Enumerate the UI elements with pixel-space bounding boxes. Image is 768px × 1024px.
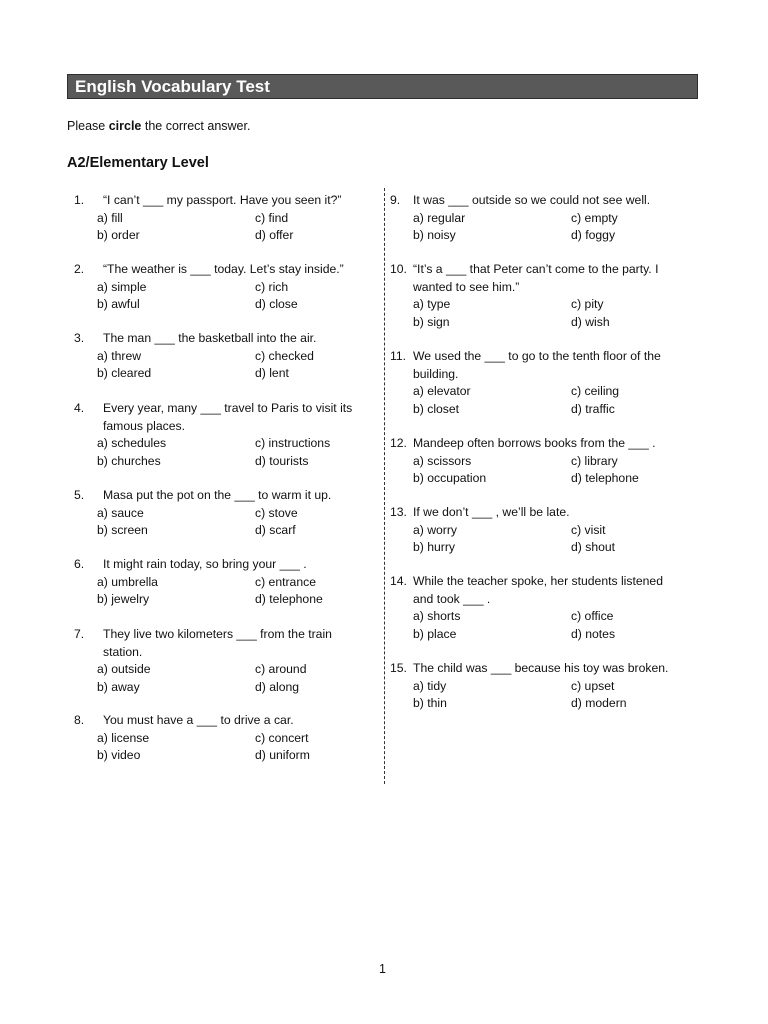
question-stem: “The weather is ___ today. Let’s stay inside.” bbox=[103, 262, 344, 276]
question-stem: We used the ___ to go to the tenth floor of the bbox=[413, 349, 661, 363]
test-title: English Vocabulary Test bbox=[75, 77, 270, 96]
option-c[interactable]: c) instructions bbox=[255, 436, 331, 450]
option-c[interactable]: c) ceiling bbox=[571, 384, 620, 398]
question-stem: wanted to see him.” bbox=[413, 279, 520, 294]
level-heading: A2/Elementary Level bbox=[67, 155, 209, 171]
option-d[interactable]: d) close bbox=[255, 297, 298, 311]
option-d[interactable]: d) tourists bbox=[255, 453, 309, 468]
question-stem: “I can’t ___ my passport. Have you seen it?” bbox=[103, 193, 342, 207]
option-c[interactable]: c) pity bbox=[571, 297, 604, 311]
question-number: 4. bbox=[74, 401, 85, 415]
option-c[interactable]: c) find bbox=[255, 210, 289, 225]
question-number: 2. bbox=[74, 262, 85, 276]
question-number: 7. bbox=[74, 627, 85, 641]
question-stem: building. bbox=[413, 366, 459, 381]
option-b[interactable]: b) awful bbox=[97, 297, 140, 311]
option-d[interactable]: d) telephone bbox=[571, 471, 639, 485]
option-a[interactable]: a) simple bbox=[97, 279, 147, 294]
option-d[interactable]: d) scarf bbox=[255, 523, 296, 537]
option-c[interactable]: c) around bbox=[255, 662, 307, 676]
question-number: 14. bbox=[390, 574, 407, 588]
option-b[interactable]: b) thin bbox=[413, 696, 447, 710]
instruction-pre: Please bbox=[67, 119, 109, 133]
instruction-bold-word: circle bbox=[108, 119, 142, 133]
question-stem: The man ___ the basketball into the air. bbox=[103, 331, 317, 345]
option-b[interactable]: b) place bbox=[413, 626, 457, 641]
option-c[interactable]: c) stove bbox=[255, 505, 298, 520]
option-d[interactable]: d) along bbox=[255, 679, 300, 694]
question-number: 5. bbox=[74, 488, 85, 502]
option-d[interactable]: d) modern bbox=[571, 696, 627, 710]
option-d[interactable]: d) uniform bbox=[255, 748, 310, 762]
option-d[interactable]: d) offer bbox=[255, 228, 294, 242]
question-stem: station. bbox=[103, 644, 143, 659]
option-a[interactable]: a) umbrella bbox=[97, 574, 158, 589]
option-d[interactable]: d) traffic bbox=[571, 401, 615, 416]
option-b[interactable]: b) video bbox=[97, 748, 141, 762]
option-c[interactable]: c) empty bbox=[571, 210, 618, 225]
option-d[interactable]: d) telephone bbox=[255, 592, 323, 606]
option-c[interactable]: c) concert bbox=[255, 730, 309, 745]
option-b[interactable]: b) sign bbox=[413, 314, 450, 329]
question-number: 10. bbox=[390, 262, 407, 276]
option-c[interactable]: c) upset bbox=[571, 678, 615, 693]
question-stem: Every year, many ___ travel to Paris to visit its bbox=[103, 401, 353, 415]
question-number: 3. bbox=[74, 331, 85, 345]
option-b[interactable]: b) jewelry bbox=[97, 592, 150, 606]
question-stem: While the teacher spoke, her students listened bbox=[413, 574, 663, 588]
option-a[interactable]: a) shorts bbox=[413, 609, 461, 623]
question-stem: “It’s a ___ that Peter can’t come to the party. I bbox=[413, 262, 659, 276]
question-stem: You must have a ___ to drive a car. bbox=[103, 713, 294, 727]
question-number: 6. bbox=[74, 557, 85, 571]
option-a[interactable]: a) outside bbox=[97, 662, 151, 676]
option-c[interactable]: c) visit bbox=[571, 522, 606, 537]
option-d[interactable]: d) wish bbox=[571, 314, 610, 329]
question-stem: It might rain today, so bring your ___ . bbox=[103, 557, 307, 571]
question-number: 13. bbox=[390, 505, 407, 519]
question-number: 1. bbox=[74, 193, 85, 207]
question-number: 9. bbox=[390, 193, 401, 207]
question-number: 11. bbox=[390, 349, 407, 363]
option-b[interactable]: b) occupation bbox=[413, 471, 487, 485]
option-b[interactable]: b) churches bbox=[97, 453, 161, 468]
option-a[interactable]: a) threw bbox=[97, 348, 142, 363]
option-a[interactable]: a) fill bbox=[97, 210, 123, 225]
option-a[interactable]: a) type bbox=[413, 297, 451, 311]
test-title-bar bbox=[67, 74, 698, 99]
option-d[interactable]: d) foggy bbox=[571, 228, 616, 242]
option-a[interactable]: a) license bbox=[97, 730, 150, 745]
question-stem: famous places. bbox=[103, 418, 185, 433]
question-stem: Mandeep often borrows books from the ___ . bbox=[413, 436, 656, 450]
question-number: 12. bbox=[390, 436, 407, 450]
option-b[interactable]: b) hurry bbox=[413, 540, 455, 554]
option-c[interactable]: c) office bbox=[571, 609, 614, 623]
option-c[interactable]: c) checked bbox=[255, 348, 314, 363]
option-d[interactable]: d) shout bbox=[571, 540, 616, 554]
option-c[interactable]: c) entrance bbox=[255, 574, 316, 589]
option-b[interactable]: b) cleared bbox=[97, 366, 152, 380]
option-b[interactable]: b) order bbox=[97, 228, 140, 242]
option-d[interactable]: d) notes bbox=[571, 626, 616, 641]
option-c[interactable]: c) library bbox=[571, 453, 618, 468]
option-a[interactable]: a) sauce bbox=[97, 505, 144, 520]
option-a[interactable]: a) worry bbox=[413, 522, 458, 537]
option-a[interactable]: a) elevator bbox=[413, 384, 471, 398]
instruction-text bbox=[67, 117, 250, 135]
option-b[interactable]: b) screen bbox=[97, 523, 148, 537]
question-stem: If we don’t ___ , we’ll be late. bbox=[413, 505, 570, 519]
option-a[interactable]: a) tidy bbox=[413, 678, 447, 693]
page-number: 1 bbox=[379, 962, 386, 976]
option-b[interactable]: b) closet bbox=[413, 401, 460, 416]
question-number: 8. bbox=[74, 713, 85, 727]
option-c[interactable]: c) rich bbox=[255, 279, 289, 294]
option-d[interactable]: d) lent bbox=[255, 366, 289, 380]
question-stem: The child was ___ because his toy was broken. bbox=[413, 661, 669, 675]
option-b[interactable]: b) noisy bbox=[413, 228, 456, 242]
option-b[interactable]: b) away bbox=[97, 679, 140, 694]
instruction-post: the correct answer. bbox=[141, 119, 251, 133]
option-a[interactable]: a) regular bbox=[413, 210, 466, 225]
question-stem: and took ___ . bbox=[413, 591, 491, 606]
option-a[interactable]: a) scissors bbox=[413, 453, 472, 468]
question-number: 15. bbox=[390, 661, 407, 675]
column-divider bbox=[384, 188, 385, 784]
question-stem: Masa put the pot on the ___ to warm it up. bbox=[103, 488, 332, 502]
question-stem: It was ___ outside so we could not see well. bbox=[413, 193, 651, 207]
option-a[interactable]: a) schedules bbox=[97, 436, 167, 450]
question-stem: They live two kilometers ___ from the train bbox=[103, 627, 332, 641]
